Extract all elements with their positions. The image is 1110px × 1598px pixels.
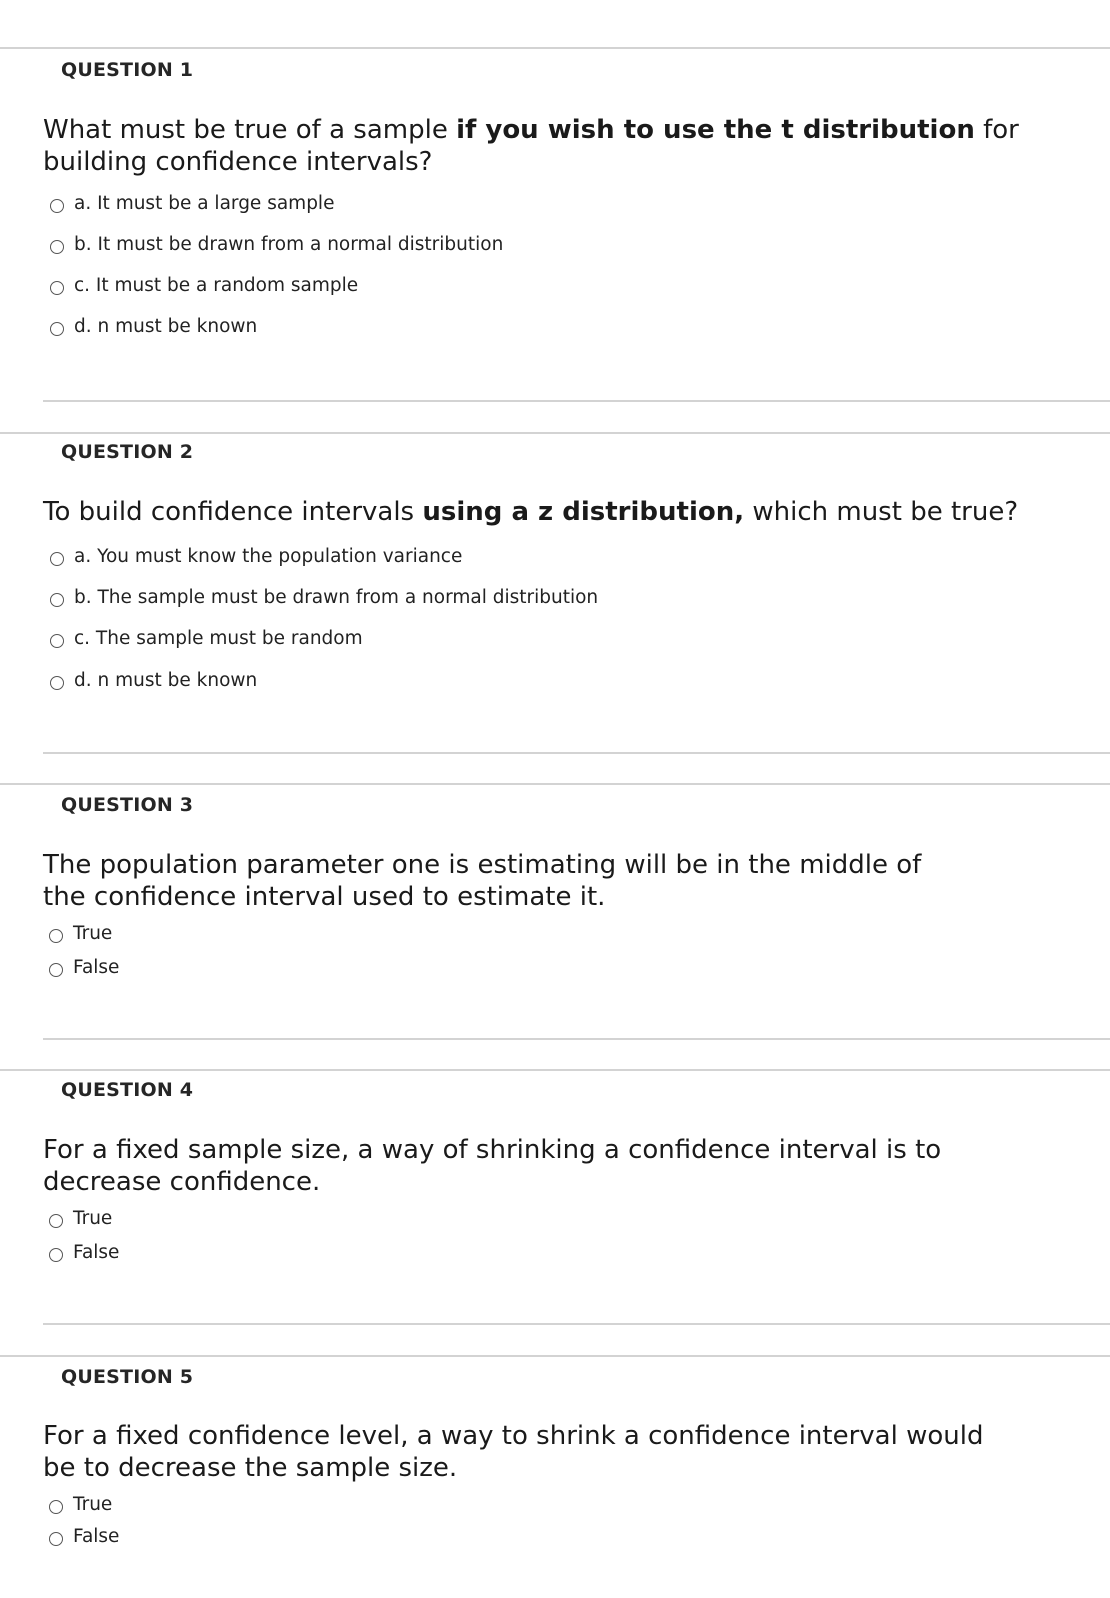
option-label: d. n must be known (74, 669, 258, 691)
option-label: a. You must know the population variance (74, 545, 463, 567)
question-2-bottom-divider (43, 752, 1110, 754)
question-1-bottom-divider (43, 400, 1110, 402)
question-1-prompt (43, 114, 1083, 178)
question-5-option-true[interactable] (49, 1492, 112, 1516)
question-1-option-c[interactable] (50, 273, 358, 297)
question-3-bottom-divider (43, 1038, 1110, 1040)
question-5-prompt-text: For a fixed confidence level, a way to shrink a confidence interval would be to decrease the sample size. (43, 1421, 984, 1483)
question-2-prompt-text-end: which must be true? (744, 497, 1019, 527)
question-1-prompt-text: What must be true of a sample (43, 115, 457, 145)
option-label: b. It must be drawn from a normal distribution (74, 233, 504, 255)
radio-button[interactable] (50, 240, 64, 254)
question-1-option-b[interactable] (50, 232, 503, 256)
question-4-title: QUESTION 4 (61, 1079, 194, 1101)
option-label: c. The sample must be random (74, 627, 363, 649)
radio-button[interactable] (50, 552, 64, 566)
question-3-title: QUESTION 3 (61, 794, 194, 816)
question-3-prompt-text: The population parameter one is estimating will be in the middle of the confidence interval used to estimate it. (43, 850, 922, 912)
option-label: False (73, 1525, 120, 1547)
question-3-prompt (43, 849, 943, 913)
question-2-option-a[interactable] (50, 544, 462, 568)
option-label: True (73, 1493, 113, 1515)
option-label: False (73, 956, 120, 978)
question-4-prompt (43, 1134, 1023, 1198)
question-1-option-d[interactable] (50, 314, 257, 338)
radio-button[interactable] (50, 322, 64, 336)
question-4-prompt-text: For a fixed sample size, a way of shrinking a confidence interval is to decrease confidence. (43, 1135, 942, 1197)
question-2-option-b[interactable] (50, 585, 598, 609)
question-5-top-divider (0, 1355, 1110, 1357)
radio-button[interactable] (50, 593, 64, 607)
question-2-top-divider (0, 432, 1110, 434)
radio-button[interactable] (49, 1500, 63, 1514)
question-1-top-divider (0, 47, 1110, 49)
question-5-option-false[interactable] (49, 1524, 119, 1548)
question-2-prompt-emphasis: using a z distribution, (422, 497, 745, 527)
question-2-title: QUESTION 2 (61, 441, 194, 463)
question-2-prompt-text: To build confidence intervals (43, 497, 423, 527)
option-label: a. It must be a large sample (74, 192, 335, 214)
question-1-prompt-text-end: for building confidence intervals? (43, 115, 1019, 177)
option-label: False (73, 1241, 120, 1263)
option-label: True (73, 922, 113, 944)
question-4-option-false[interactable] (49, 1240, 119, 1264)
option-label: d. n must be known (74, 315, 258, 337)
option-label: c. It must be a random sample (74, 274, 359, 296)
option-label: b. The sample must be drawn from a normal distribution (74, 586, 599, 608)
radio-button[interactable] (49, 963, 63, 977)
question-2-option-c[interactable] (50, 626, 363, 650)
radio-button[interactable] (50, 281, 64, 295)
radio-button[interactable] (49, 1248, 63, 1262)
question-5-prompt (43, 1420, 1023, 1484)
question-3-top-divider (0, 783, 1110, 785)
question-2-prompt (43, 496, 1083, 528)
question-4-top-divider (0, 1069, 1110, 1071)
radio-button[interactable] (50, 634, 64, 648)
radio-button[interactable] (49, 1532, 63, 1546)
question-2-option-d[interactable] (50, 668, 257, 692)
question-1-option-a[interactable] (50, 191, 334, 215)
option-label: True (73, 1207, 113, 1229)
radio-button[interactable] (49, 929, 63, 943)
question-4-option-true[interactable] (49, 1206, 112, 1230)
radio-button[interactable] (49, 1214, 63, 1228)
question-3-option-true[interactable] (49, 921, 112, 945)
question-5-title: QUESTION 5 (61, 1366, 194, 1388)
question-1-title: QUESTION 1 (61, 59, 194, 81)
radio-button[interactable] (50, 676, 64, 690)
question-4-bottom-divider (43, 1323, 1110, 1325)
question-1-prompt-emphasis: if you wish to use the t distribution (456, 115, 975, 145)
radio-button[interactable] (50, 199, 64, 213)
question-3-option-false[interactable] (49, 955, 119, 979)
